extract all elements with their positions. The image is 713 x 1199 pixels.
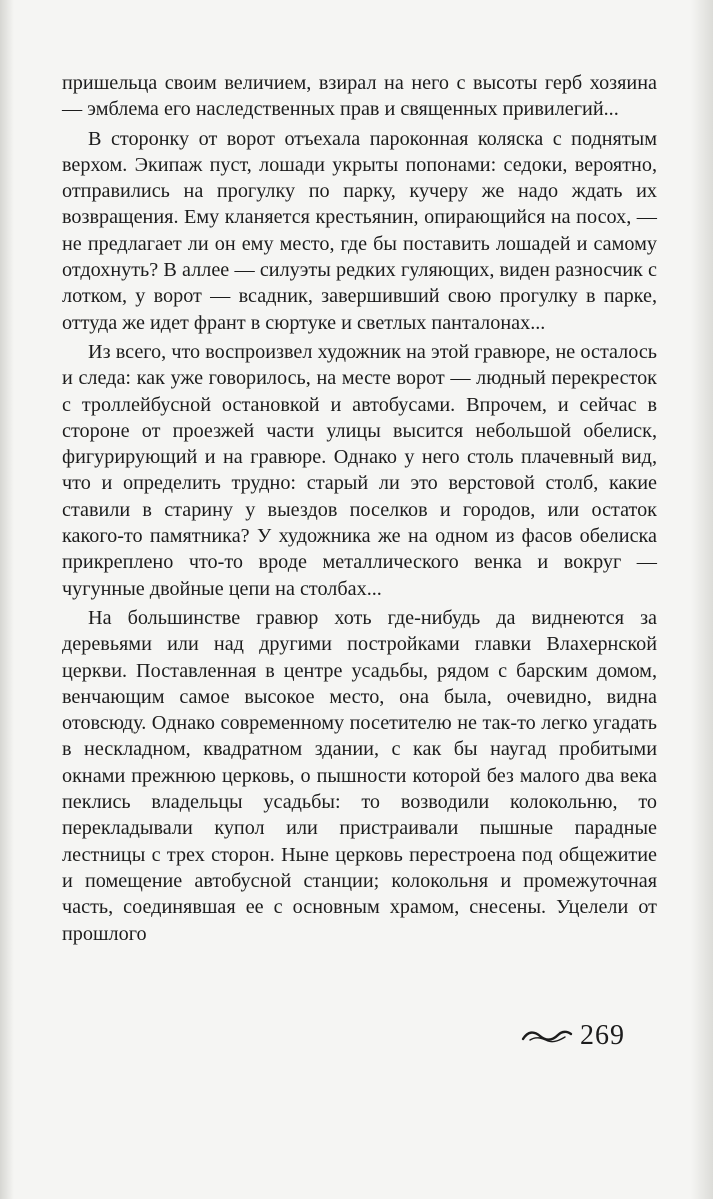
paragraph-church: На большинстве гравюр хоть где-нибудь да виднеются за деревьями или над другими постройками главки Влахернской церкви. Поставленная в центре усадьбы, рядом с барским домом, венчающим самое высокое место, она была, очевидно, видна отовсюду. Однако современному посетителю не так-то легко угадать в нескладном, квадратном здании, с как бы наугад пробитыми окнами прежнюю церковь, о пышности которой без малого два века пеклись владельцы усадьбы: то возводили колокольню, то перекладывали купол или пристраивали пышные парадные лестницы с трех сторон. Ныне церковь перестроена под общежитие и помещение автобусной станции; колокольня и промежуточная часть, соединявшая ее с основным храмом, снесены. Уцелели от прошлого bbox=[62, 606, 657, 945]
body-text bbox=[62, 70, 657, 950]
paragraph-continuation: пришельца своим величием, взирал на него с высоты герб хозяина — эмблема его наследственных прав и священных привилегий... bbox=[62, 72, 657, 121]
page-footer bbox=[520, 1016, 670, 1056]
page-number: 269 bbox=[580, 1020, 625, 1051]
paragraph-engraving: Из всего, что воспроизвел художник на этой гравюре, не осталось и следа: как уже говорилось, на месте ворот — людный перекресток с троллейбусной остановкой и автобусами. Впрочем, и сейчас в стороне от проезжей части улицы высится небольшой обелиск, фигурирующий и на гравюре. Однако у него столь плачевный вид, что и определить трудно: старый ли это верстовой столб, какие ставили в старину у выездов поселков и городов, или остаток какого-то памятника? У художника же на одном из фасов обелиска прикреплено что-то вроде металлического венка и вокруг — чугунные двойные цепи на столбах... bbox=[62, 340, 657, 600]
swash-ornament-icon bbox=[520, 1025, 574, 1047]
paragraph-carriage: В сторонку от ворот отъехала пароконная коляска с поднятым верхом. Экипаж пуст, лошади укрыты попонами: седоки, вероятно, отправились на прогулку по парку, кучеру же надо ждать их возвращения. Ему кланяется крестьянин, опирающийся на посох, — не предлагает ли он ему место, где бы поставить лошадей и самому отдохнуть? В аллее — силуэты редких гуляющих, виден разносчик с лотком, у ворот — всадник, завершивший свою прогулку в парке, оттуда же идет франт в сюртуке и светлых панталонах... bbox=[62, 127, 657, 334]
